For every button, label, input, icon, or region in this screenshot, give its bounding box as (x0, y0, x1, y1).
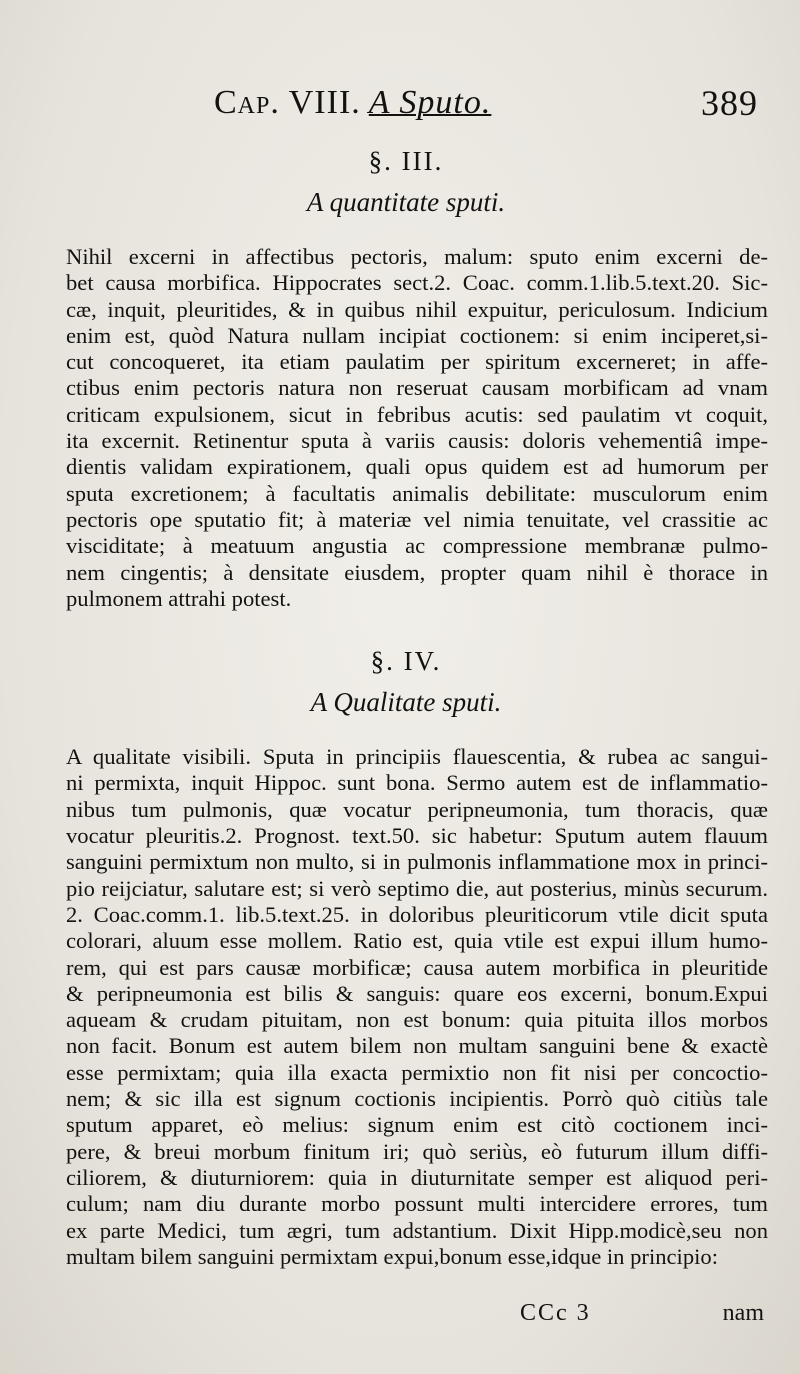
text-line: cæ, inquit, pleuritides, & in quibus nihil expuitur, periculosum. Indicium (66, 296, 768, 322)
section-4-title: A Qualitate sputi. (310, 687, 502, 718)
running-head (44, 78, 768, 138)
text-line: nibus tum pulmonis, quæ vocatur peripneumonia, tum thoracis, quæ (66, 796, 768, 822)
catchword: nam (722, 1300, 764, 1326)
text-line: enim est, quòd Natura nullam incipiat coctionem: si enim inciperet,si- (66, 322, 768, 348)
text-line: nem; & sic illa est signum coctionis incipientis. Porrò quò citiùs tale (66, 1086, 768, 1112)
text-line: ctibus enim pectoris natura non reseruat causam morbificam ad vnam (66, 375, 768, 401)
text-line: pio reijciatur, salutare est; si verò septimo die, aut posterius, minùs securum. (66, 875, 768, 901)
signature-mark: CCc 3 (520, 1300, 591, 1326)
text-line: ex parte Medici, tum ægri, tum adstantium. Dixit Hipp.modicè,seu non (66, 1217, 768, 1243)
section-4-number: §. IV. (370, 646, 442, 677)
text-line: pulmonem attrahi potest. (66, 585, 292, 611)
text-line: sputum apparet, eò melius: signum enim est citò coctionem inci- (66, 1112, 768, 1138)
text-line: vocatur pleuritis.2. Prognost. text.50. sic habetur: Sputum autem flauum (66, 823, 768, 849)
text-line: cut concoqueret, ita etiam paulatim per spiritum excerneret; in affe- (66, 349, 768, 375)
section-gap (44, 612, 768, 638)
text-line: 2. Coac.comm.1. lib.5.text.25. in doloribus pleuriticorum vtile dicit sputa (66, 901, 768, 927)
text-line: non facit. Bonum est autem bilem non multam sanguini bene & exactè (66, 1033, 768, 1059)
chapter-title: A Sputo. (368, 84, 492, 121)
text-line: multam bilem sanguini permixtam expui,bonum esse,idque in principio: (66, 1243, 718, 1269)
text-line: ciliorem, & diuturniorem: quia in diuturnitate semper est aliquod peri- (66, 1164, 768, 1190)
text-line: Nihil excerni in affectibus pectoris, malum: sputo enim excerni de- (66, 244, 768, 269)
text-line: rem, qui est pars causæ morbificæ; causa autem morbifica in pleuritide (66, 954, 768, 980)
text-line: aqueam & crudam pituitam, non est bonum: quia pituita illos morbos (66, 1007, 768, 1033)
text-line: & peripneumonia est bilis & sanguis: quare eos excerni, bonum.Expui (66, 980, 768, 1006)
section-4-paragraph (44, 744, 768, 1270)
text-line: ita excernit. Retinentur sputa à variis causis: doloris vehementiâ impe- (66, 428, 768, 454)
text-line: visciditate; à meatuum angustia ac compressione membranæ pulmo- (66, 533, 768, 559)
section-3-title: A quantitate sputi. (306, 187, 506, 217)
text-line: A qualitate visibili. Sputa in principiis flauescentia, & rubea ac sangui- (66, 744, 768, 770)
section-3-paragraph (44, 244, 768, 612)
text-line: dientis validam expirationem, quali opus quidem est ad humorum per (66, 454, 768, 480)
chapter-heading (214, 84, 491, 122)
text-line: pectoris ope sputatio fit; à materiæ vel nimia tenuitate, vel crassitie ac (66, 506, 768, 532)
text-line: nem cingentis; à densitate eiusdem, propter quam nihil è thorace in (66, 559, 768, 585)
text-line: pere, & breui morbum finitum iri; quò seriùs, eò futurum illum diffi- (66, 1138, 768, 1164)
chapter-label: Cap. VIII. (214, 84, 361, 121)
text-line: ni permixta, inquit Hippoc. sunt bona. Sermo autem est de inflammatio- (66, 770, 768, 796)
text-line: colorari, aluum esse mollem. Ratio est, quia vtile est expui illum humo- (66, 928, 768, 954)
text-line: bet causa morbifica. Hippocrates sect.2. Coac. comm.1.lib.5.text.20. Sic- (66, 270, 768, 296)
text-line: sputa excretionem; à facultatis animalis debilitate: musculorum enim (66, 480, 768, 506)
page-number: 389 (701, 83, 758, 123)
page-footer (0, 1300, 800, 1330)
text-line: sanguini permixtum non multo, si in pulmonis inflammatione mox in princi- (66, 849, 768, 875)
text-line: criticam expulsionem, sicut in febribus acutis: sed paulatim vt coquit, (66, 401, 768, 427)
text-line: culum; nam diu durante morbo possunt multi intercidere errores, tum (66, 1191, 768, 1217)
text-line: esse permixtam; quia illa exacta permixtio non fit nisi per concoctio- (66, 1059, 768, 1085)
section-3-number: §. III. (368, 146, 444, 176)
